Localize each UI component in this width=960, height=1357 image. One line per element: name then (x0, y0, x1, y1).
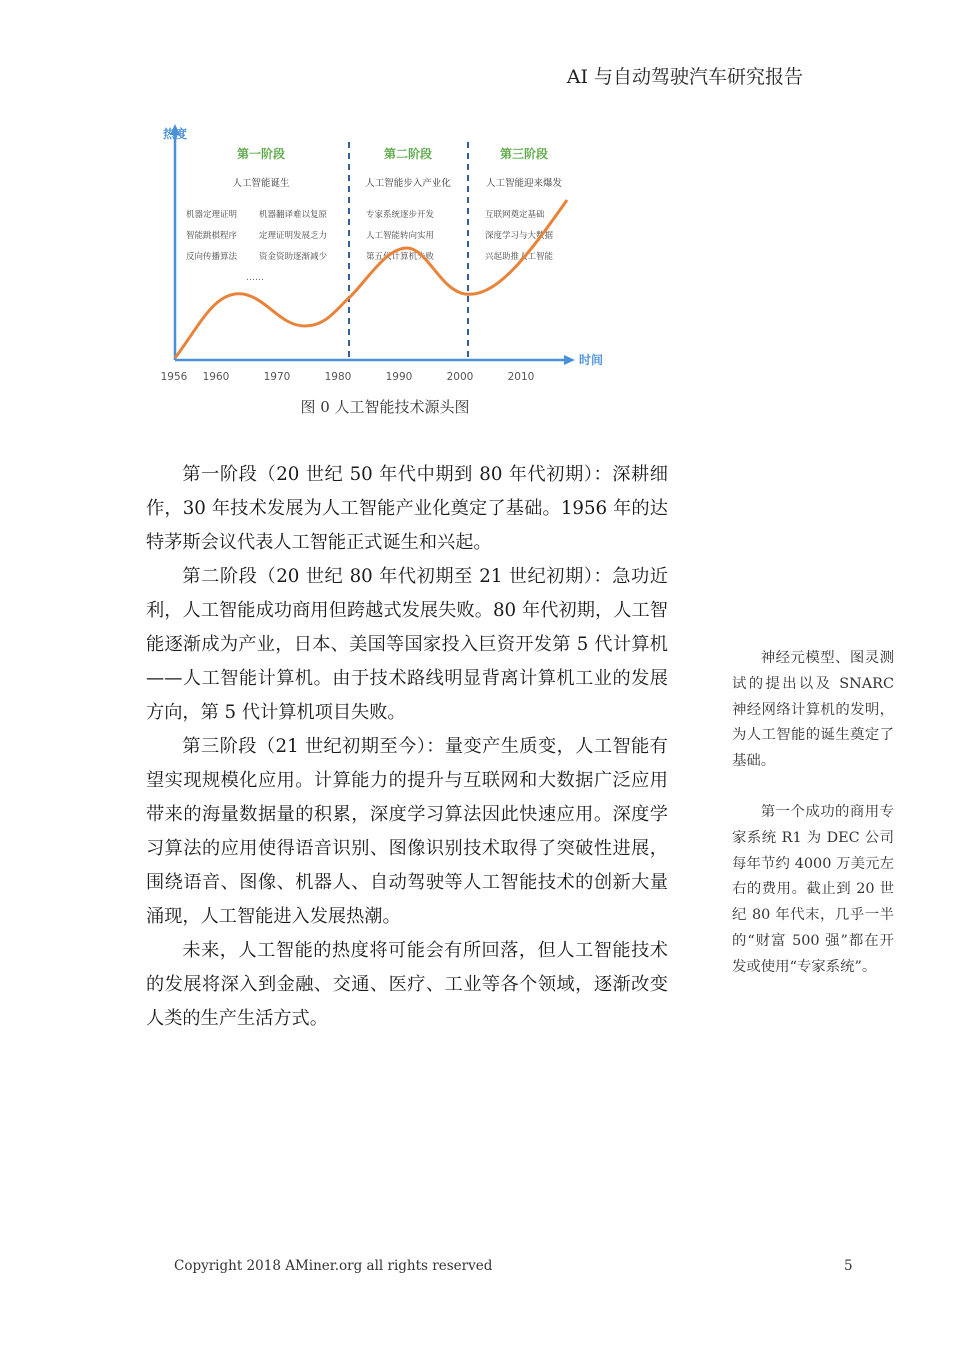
paragraph-stage-1: 第一阶段（20 世纪 50 年代中期到 80 年代初期）：深耕细作，30 年技术发展为人工智能产业化奠定了基础。1956 年的达特茅斯会议代表人工智能正式诞生和兴起。 (146, 464, 668, 553)
paragraph-future: 未来，人工智能的热度将可能会有所回落，但人工智能技术的发展将深入到金融、交通、医疗、工业等各个领域，逐渐改变人类的生产生活方式。 (146, 940, 668, 1029)
running-header-title: AI 与自动驾驶汽车研究报告 (566, 66, 803, 88)
stage-2-subtitle: 人工智能步入产业化 (365, 178, 451, 189)
stage-3-item: 互联网奠定基础 (485, 210, 545, 220)
sidenote-2 (732, 800, 894, 981)
figure-caption: 图 0 人工智能技术源头图 (300, 398, 470, 416)
stage-1-item: 资金资助逐渐减少 (259, 252, 328, 262)
stage-1-item: 机器定理证明 (186, 210, 238, 220)
stage-3-item: 深度学习与大数据 (485, 231, 554, 241)
stage-3-subtitle: 人工智能迎来爆发 (485, 178, 563, 189)
stage-1-item: 智能跳棋程序 (186, 231, 238, 241)
y-axis-label: 热度 (163, 127, 188, 141)
sidenote-2-text: 第一个成功的商用专家系统 R1 为 DEC 公司每年节约 4000 万美元左右的费用。截止到 20 世纪 80 年代末，几乎一半的“财富 500 强”都在开发或使用“专家系统”。 (732, 804, 894, 975)
x-tick-label: 1980 (324, 371, 352, 383)
x-tick-label: 2010 (507, 371, 535, 383)
x-tick-label: 1956 (160, 371, 188, 383)
stage-1-title: 第一阶段 (236, 147, 286, 161)
page-number: 5 (844, 1258, 853, 1274)
paragraph-stage-2: 第二阶段（20 世纪 80 年代初期至 21 世纪初期）：急功近利，人工智能成功商用但跨越式发展失败。80 年代初期，人工智能逐渐成为产业，日本、美国等国家投入巨资开发第 5 代计算机——人工智能计算机。由于技术路线明显背离计算机工业的发展方向，第 5 代计算机项目失败。 (146, 566, 668, 723)
ai-history-figure (155, 120, 615, 395)
stage-1-item: 定理证明发展乏力 (259, 231, 328, 241)
stage-1-item: 机器翻译难以复原 (259, 210, 328, 220)
stage-2-title: 第二阶段 (383, 147, 433, 161)
main-body-text (146, 458, 668, 1036)
sidenote-1 (732, 646, 894, 775)
x-tick-label: 1990 (385, 371, 413, 383)
x-tick-label: 1970 (263, 371, 291, 383)
x-tick-label: 2000 (446, 371, 474, 383)
stage-2-item: 专家系统逐步开发 (366, 210, 435, 220)
heat-curve (175, 200, 567, 358)
x-axis-arrow-icon (564, 355, 575, 365)
stage-3-title: 第三阶段 (499, 147, 549, 161)
stage-3-item: 兴起助推人工智能 (485, 252, 554, 262)
footer-copyright: Copyright 2018 AMiner.org all rights reserved (174, 1258, 493, 1274)
x-axis-label: 时间 (579, 353, 604, 367)
x-tick-label: 1960 (202, 371, 230, 383)
stage-1-subtitle: 人工智能诞生 (232, 178, 290, 189)
stage-2-item: 人工智能转向实用 (366, 231, 435, 241)
sidenote-1-text: 神经元模型、图灵测试的提出以及 SNARC 神经网络计算机的发明，为人工智能的诞生奠定了基础。 (732, 650, 894, 770)
stage-1-item: 反向传播算法 (186, 252, 238, 262)
stage-2-item: 第五代计算机失败 (366, 252, 435, 262)
paragraph-stage-3: 第三阶段（21 世纪初期至今）：量变产生质变，人工智能有望实现规模化应用。计算能力的提升与互联网和大数据广泛应用带来的海量数据量的积累，深度学习算法因此快速应用。深度学习算法的应用使得语音识别、图像识别技术取得了突破性进展，围绕语音、图像、机器人、自动驾驶等人工智能技术的创新大量涌现，人工智能进入发展热潮。 (146, 736, 668, 927)
ai-history-chart (155, 120, 615, 395)
stage-1-ellipsis: …… (246, 273, 264, 283)
